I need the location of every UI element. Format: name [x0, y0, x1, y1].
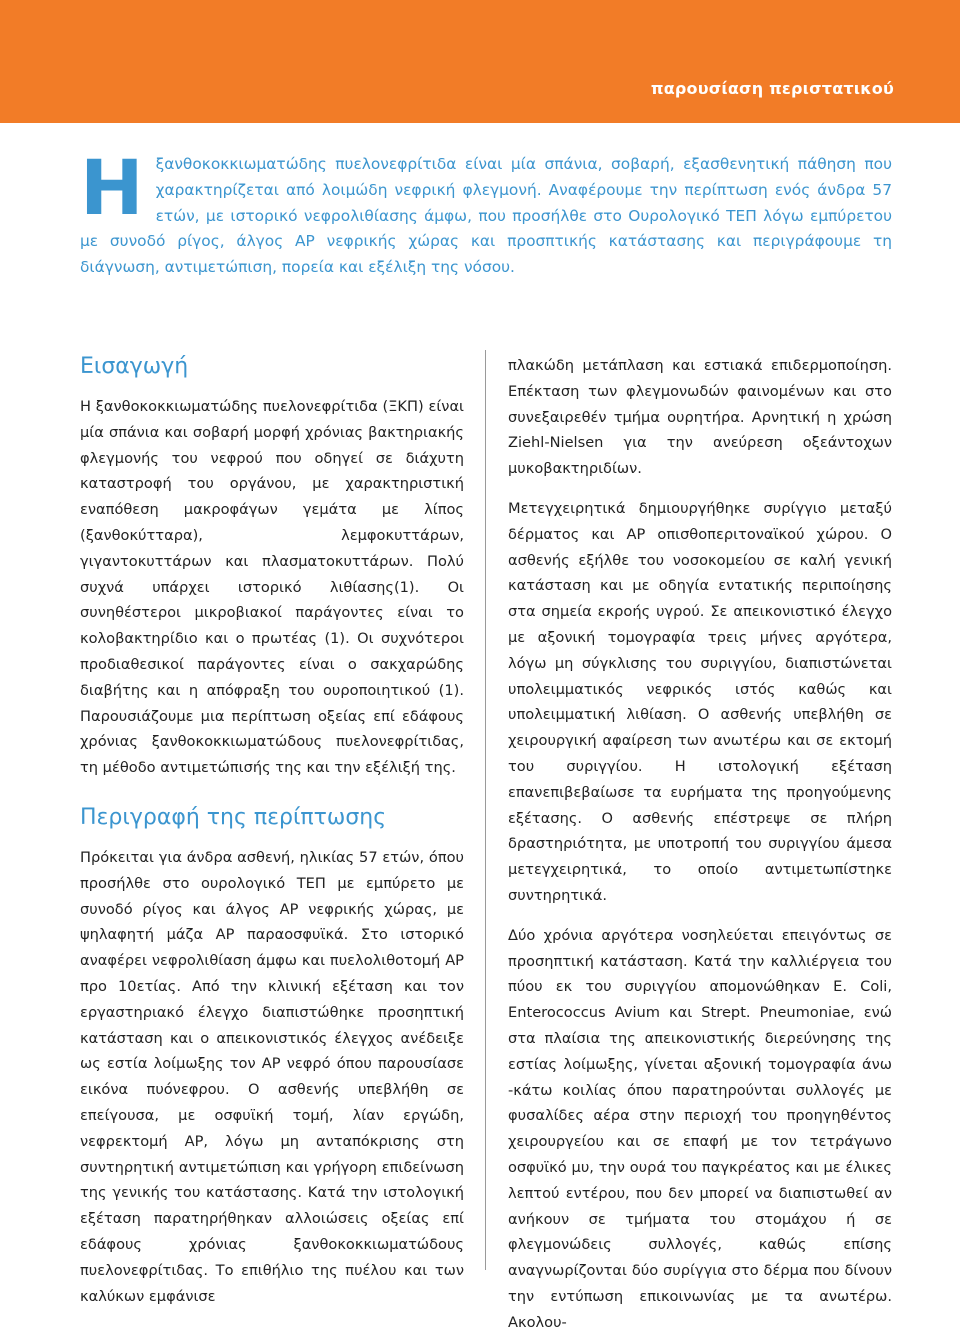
header-banner	[0, 0, 960, 123]
right-column	[508, 353, 892, 1335]
heading-introduction: Εισαγωγή	[80, 354, 189, 379]
heading-case-description: Περιγραφή της περίπτωσης	[80, 804, 387, 830]
section-label: παρουσίαση περιστατικού	[650, 79, 894, 98]
right-paragraph-2: Μετεγχειρητικά δημιουργήθηκε συρίγγιο μεταξύ δέρματος και ΑΡ οπισθοπεριτοναϊκού χώρου. Ο ασθενής εξήλθε του νοσοκομείου σε καλή γενική κατάσταση και με οδηγία εντατικής περιποίησης στα σημεία εκροής υγρού. Σε απεικονιστικό έλεγχο με αξονική τομογραφία τρεις μήνες αργότερα, λόγω μη σύγκλισης του συριγγίου, διαπιστώνεται υπολειμματικός νεφρικός ιστός καθώς και υπολειμματική λιθίαση. Ο ασθενής υπεβλήθη σε χειρουργική αφαίρεση των ανωτέρω και σε εκτομή του συριγγίου. Η ιστολογική εξέταση επανεπιβεβαίωσε τα ευρήματα της προηγούμενης εξέτασης. Ο ασθενής επέστρεψε σε πλήρη δραστηριότητα, με υποτροπή του συριγγίου άμεσα μετεγχειρητικά, το οποίο αντιμετωπίστηκε συντηρητικά.	[508, 499, 892, 904]
case-paragraph: Πρόκειται για άνδρα ασθενή, ηλικίας 57 ετών, όπου προσήλθε στο ουρολογικό ΤΕΠ με εμπύρετο με συνοδό ρίγος και άλγος ΑΡ νεφρικής χώρας, με ψηλαφητή μάζα ΑΡ παραοσφυϊκά. Στο ιστορικό αναφέρει νεφρολιθίαση άμφω και πυελολιθοτομή ΑΡ προ 10ετίας. Από την κλινική εξέταση και τον εργαστηριακό έλεγχο διαπιστώθηκε προσηπτική κατάσταση και ο απεικονιστικός έλεγχος ανέδειξε ως εστία λοίμωξης τον ΑΡ νεφρό όπου παρουσίασε εικόνα πυόνεφρου. Ο ασθενής υπεβλήθη σε επείγουσα, με οσφυϊκή τομή, λίαν εργώδη, νεφρεκτομή ΑΡ, λόγω μη ανταπόκρισης στη συντηρητική αντιμετώπιση και γρήγορη επιδείνωση της γενικής του κατάστασης. Κατά την ιστολογική εξέταση παρατηρήθηκαν αλλοιώσεις οξείας επί εδάφους χρόνιας ξανθοκοκκιωματώδους πυελονεφρίτιδας. Το επιθήλιο της πυέλου και των καλύκων εμφάνισε	[80, 848, 464, 1305]
right-paragraph-3: Δύο χρόνια αργότερα νοσηλεύεται επειγόντως σε προσηπτική κατάσταση. Κατά την καλλιέργεια του πύου εκ του συριγγίου απομονώθηκαν E. Coli, Enterococcus Avium και Strept. Pneumoniae, ενώ στα πλαίσια της απεικονιστικής διερεύνησης της εστίας λοίμωξης, γίνεται αξονική τομογραφία άνω -κάτω κοιλίας όπου παρατηρούνται συλλογές με φυσαλίδες αέρα στην περιοχή του προηγηθέντος χειρουργείου και σε επαφή με τον τετράγωνο οσφυϊκό μυ, την ουρά του παγκρέατος και με έλικες λεπτού εντέρου, που δεν μπορεί να διαπιστωθεί αν ανήκουν σε τμήματα του στομάχου ή σε φλεγμονώδεις συλλογές, καθώς επίσης αναγνωρίζονται δύο συρίγγια στο δέρμα που δίνουν την εντύπωση επικοινωνίας με τα ανωτέρω. Ακολου-	[508, 926, 892, 1331]
left-column	[80, 352, 464, 1309]
intro-text: ξανθοκοκκιωματώδης πυελονεφρίτιδα είναι μία σπάνια, σοβαρή, εξασθενητική πάθηση που χαρακτηρίζεται από λοιμώδη νεφρική φλεγμονή. Αναφέρουμε την περίπτωση ενός άνδρα 57 ετών, με ιστορικό νεφρολιθίασης άμφω, που προσήλθε στο Ουρολογικό ΤΕΠ λόγω εμπύρετου με συνοδό ρίγος, άλγος ΑΡ νεφρικής χώρας και προσπτικής κατάστασης και περιγράφουμε τη διάγνωση, αντιμετώπιση, πορεία και εξέλιξη της νόσου.	[80, 155, 892, 277]
intro-abstract	[80, 143, 892, 281]
drop-cap: Η	[80, 143, 144, 232]
introduction-paragraph: Η ξανθοκοκκιωματώδης πυελονεφρίτιδα (ΞΚΠ) είναι μία σπάνια και σοβαρή μορφή χρόνιας βακτηριακής φλεγμονής του νεφρού που οδηγεί σε διάχυτη καταστροφή του οργάνου, με χαρακτηριστική εναπόθεση μακροφάγων γεμάτα με λίπος (ξανθοκύτταρα), λεμφοκυττάρων, γιγαντοκυττάρων και πλασματοκυττάρων. Πολύ συχνά υπάρχει ιστορικό λιθίασης(1). Οι συνηθέστεροι μικροβιακοί παράγοντες είναι το κολοβακτηρίδιο και ο πρωτέας (1). Οι συχνότεροι προδιαθεσικοί παράγοντες είναι ο σακχαρώδης διαβήτης και η απόφραξη του ουροποιητικού (1). Παρουσιάζουμε μια περίπτωση οξείας επί εδάφους χρόνιας ξανθοκοκκιωματώδους πυελονεφρίτιδας, τη μέθοδο αντιμετώπισής της και την εξέλιξή της.	[80, 398, 464, 777]
right-paragraph-1: πλακώδη μετάπλαση και εστιακά επιδερμοποίηση. Επέκταση των φλεγμονωδών φαινομένων και στο συνεξαιρεθέν τμήμα ουρητήρα. Αρνητική η χρώση Ziehl-Nielsen για την ανεύρεση οξεάντοχων μυκοβακτηριδίων.	[508, 357, 892, 478]
column-divider	[485, 350, 486, 1270]
